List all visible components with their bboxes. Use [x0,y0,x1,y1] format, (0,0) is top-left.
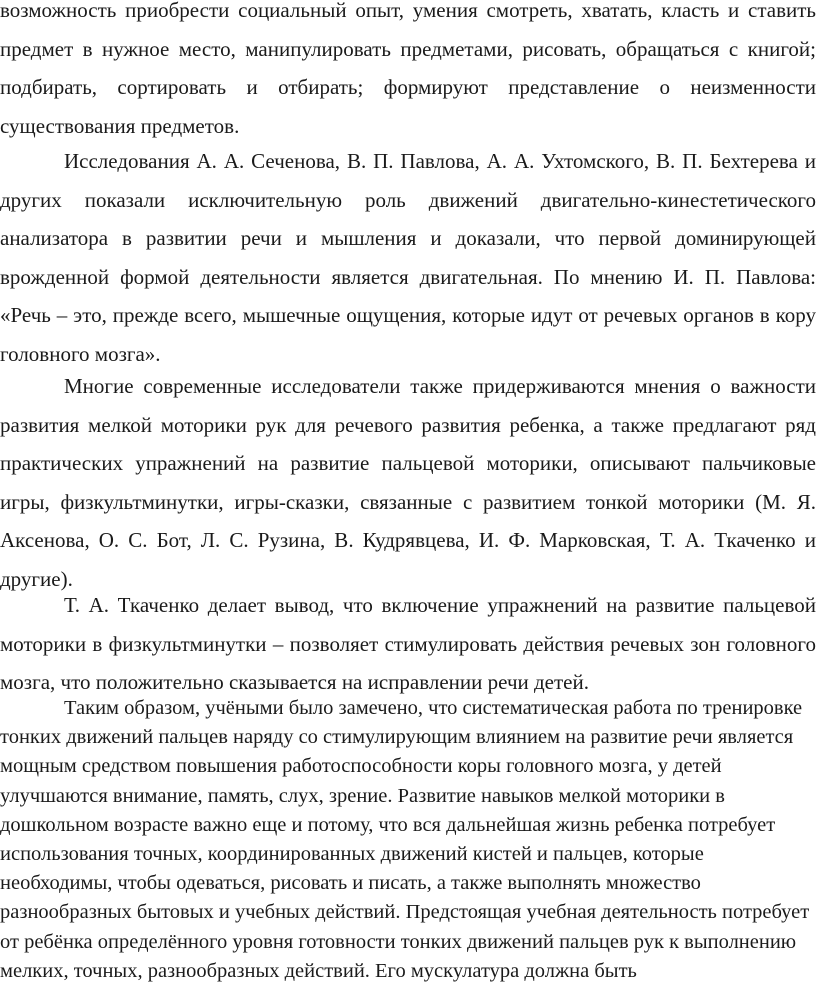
paragraph-tkachenko: Т. А. Ткаченко делает вывод, что включение упражнений на развитие пальцевой моторики в физкультминутки – позволяет стимулировать действия речевых зон головного мозга, что положительно сказывается на исправлении речи детей. [0,593,816,695]
paragraph-continuation: возможность приобрести социальный опыт, умения смотреть, хватать, класть и ставить предмет в нужное место, манипулировать предметами, рисовать, обращаться с книгой; подбирать, сортировать и отбирать; формируют представление о неизменности существования предметов. [0,0,816,138]
paragraph-research: Исследования А. А. Сеченова, В. П. Павлова, А. А. Ухтомского, В. П. Бехтерева и других показали исключительную роль движений двигательно-кинестетического анализатора в развитии речи и мышления и доказали, что первой доминирующей врожденной формой деятельности является двигательная. По мнению И. П. Павлова: «Речь – это, прежде всего, мышечные ощущения, которые идут от речевых органов в кору головного мозга». [0,149,816,366]
paragraph-modern-researchers: Многие современные исследователи также придерживаются мнения о важности развития мелкой моторики рук для речевого развития ребенка, а также предлагают ряд практических упражнений на развитие пальцевой моторики, описывают пальчиковые игры, физкультминутки, игры-сказки, связанные с развитием тонкой моторики (М. Я. Аксенова, О. С. Бот, Л. С. Рузина, В. Кудрявцева, И. Ф. Марковская, Т. А. Ткаченко и другие). [0,374,816,591]
paragraph-conclusion: Таким образом, учёными было замечено, что систематическая работа по тренировке тонких движений пальцев наряду со стимулирующим влиянием на развитие речи является мощным средством повышения работоспособности коры головного мозга, у детей улучшаются внимание, память, слух, зрение. Развитие навыков мелкой моторики в дошкольном возрасте важно еще и потому, что вся дальнейшая жизнь ребенка потребует использования точных, координированных движений кистей и пальцев, которые необходимы, чтобы одеваться, рисовать и писать, а также выполнять множество разнообразных бытовых и учебных действий. Предстоящая учебная деятельность потребует от ребёнка определённого уровня готовности тонких движений пальцев рук к выполнению мелких, точных, разнообразных действий. Его мускулатура должна быть [0,697,810,982]
